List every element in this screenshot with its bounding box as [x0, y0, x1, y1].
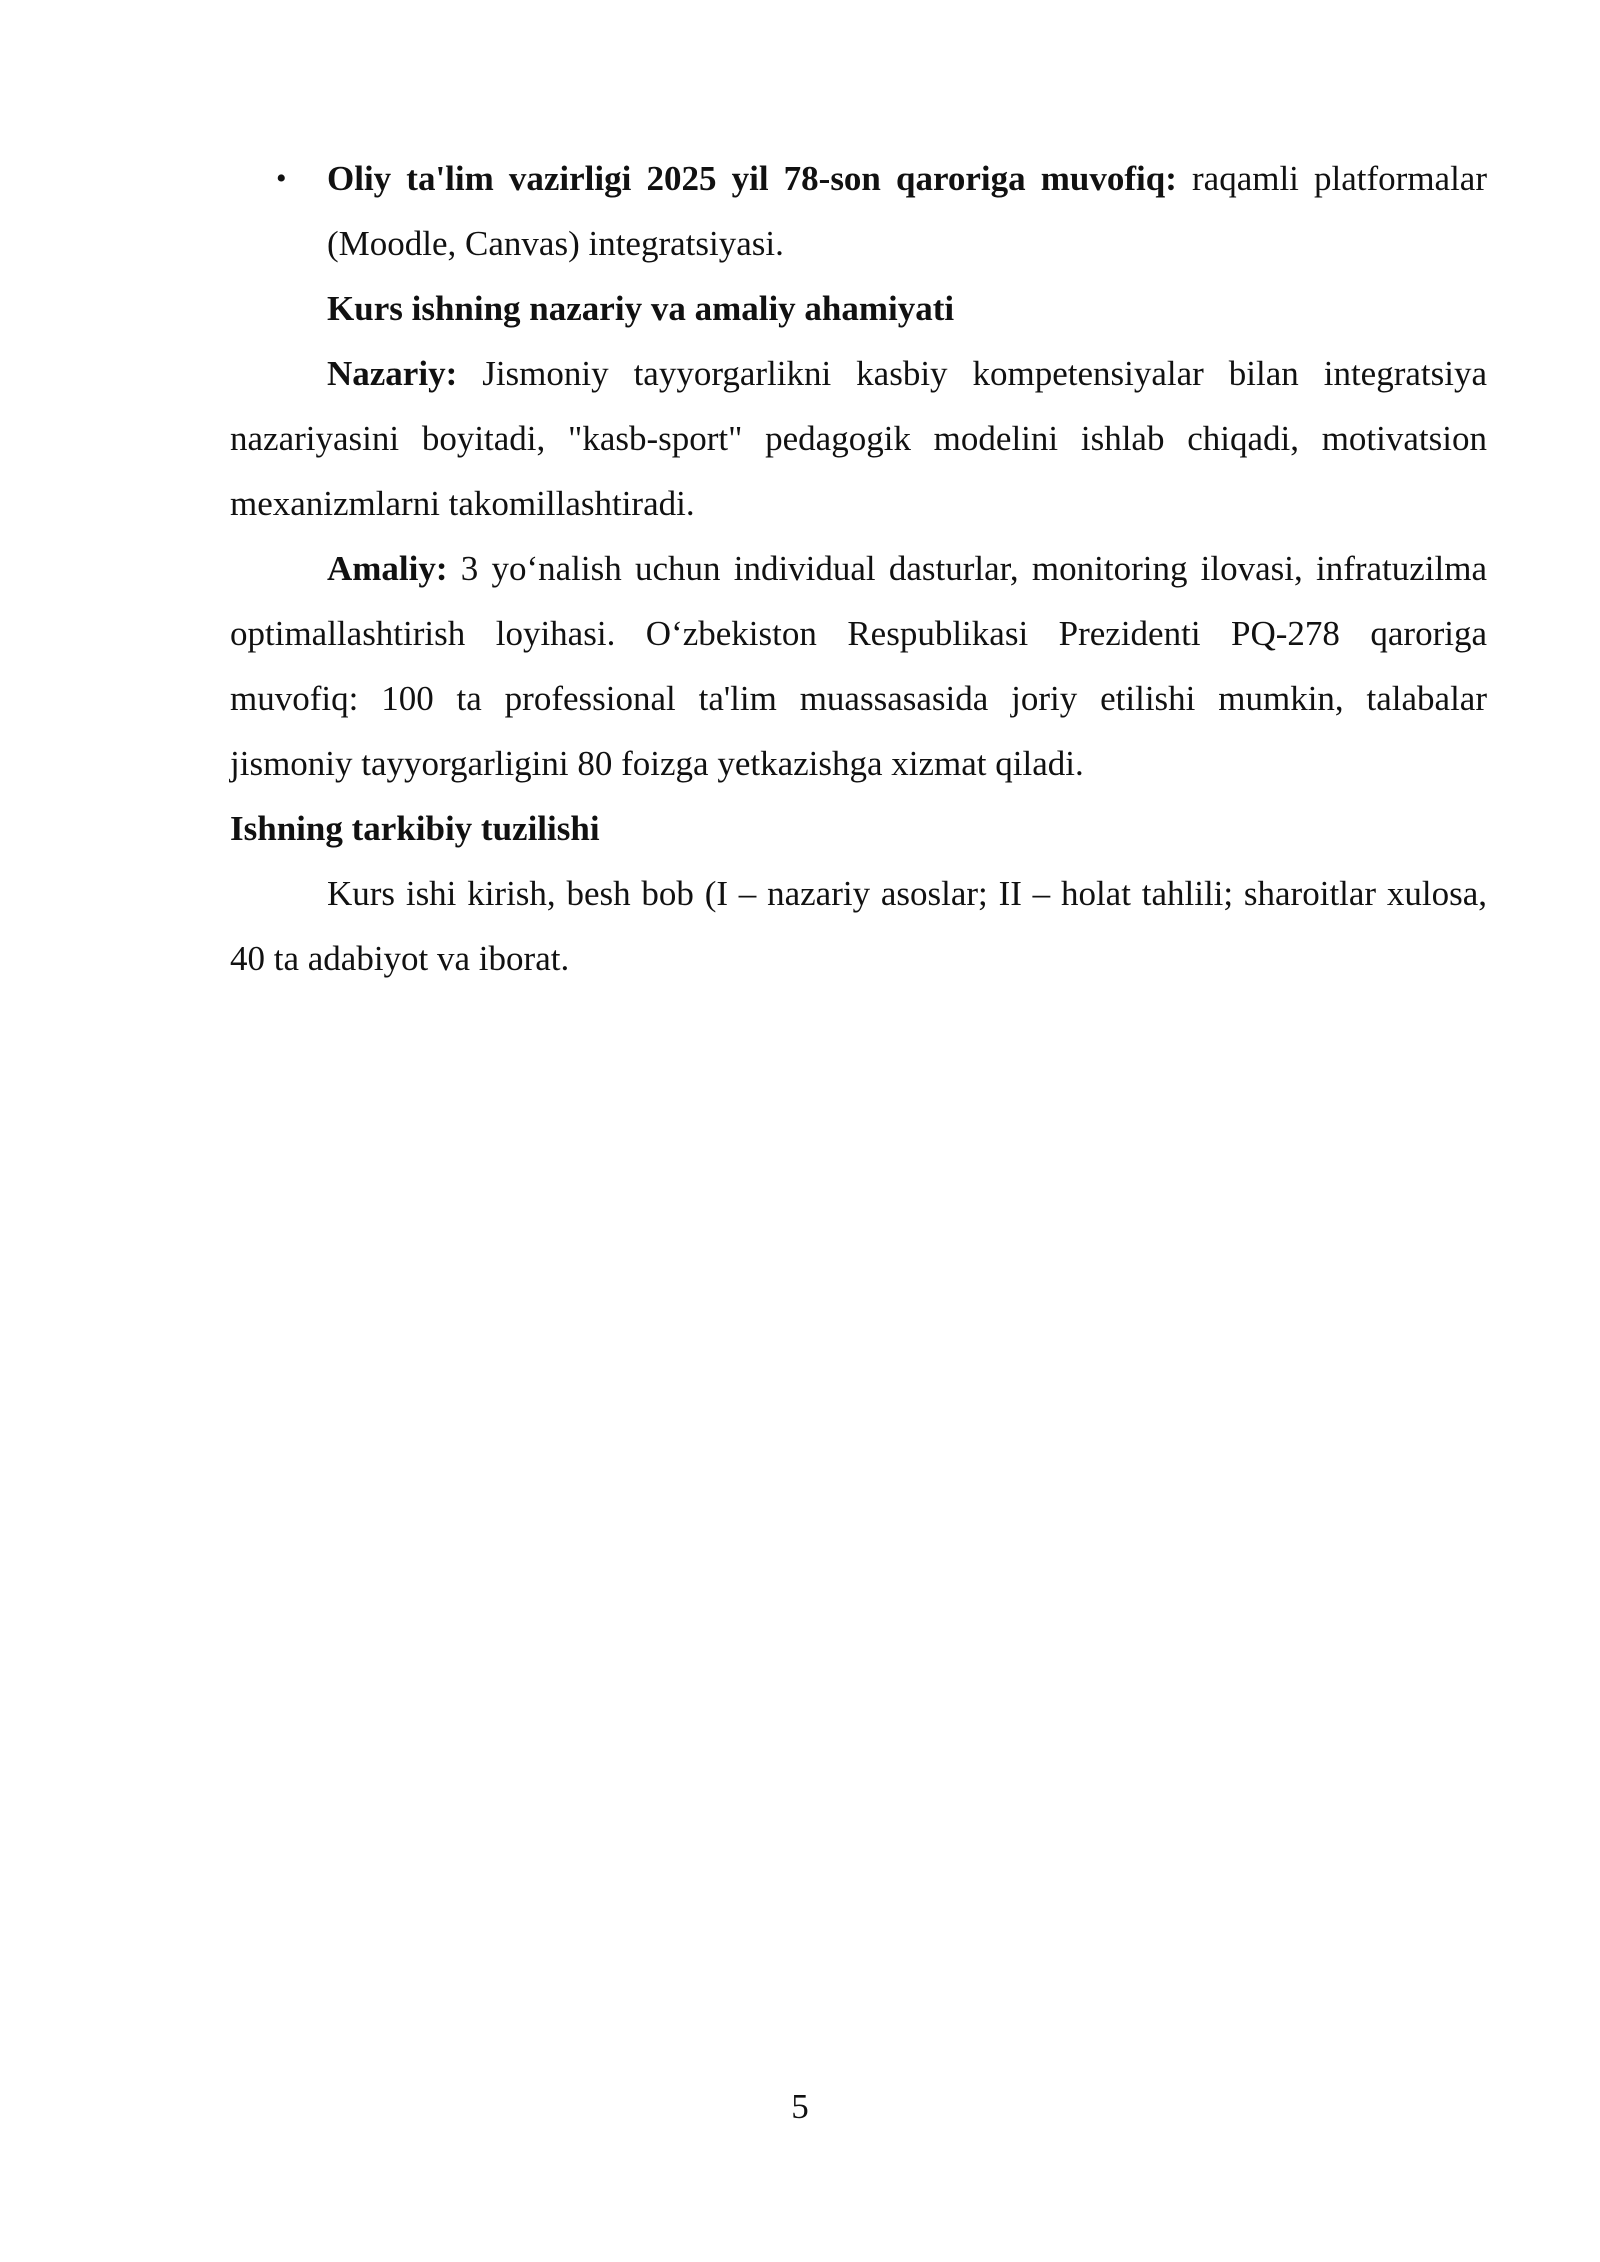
page-body [230, 146, 1487, 991]
bullet-lead: Oliy ta'lim vazirligi 2025 yil 78-son qaroriga muvofiq: [327, 159, 1177, 198]
paragraph-amaliy [230, 536, 1487, 796]
page-number: 5 [791, 2087, 809, 2126]
nazariy-lead: Nazariy: [327, 354, 458, 393]
paragraph-structure [230, 861, 1487, 991]
paragraph-nazariy [230, 341, 1487, 536]
section-heading-significance: Kurs ishning nazariy va amaliy ahamiyati [327, 289, 955, 328]
bullet-marker: • [276, 162, 287, 195]
section-heading-structure: Ishning tarkibiy tuzilishi [230, 809, 600, 848]
nazariy-text: Jismoniy tayyorgarlikni kasbiy kompetensiyalar bilan integratsiya nazariyasini boyitadi, "kasb-sport" pedagogik modelini ishlab chiqadi, motivatsion mexanizmlarni takomillashtiradi. [230, 354, 1487, 523]
bullet-text: raqamli platformalar (Moodle, Canvas) integratsiyasi. [327, 159, 1487, 263]
structure-text: Kurs ishi kirish, besh bob (I – nazariy asoslar; II – holat tahlili; sharoitlar xulosa, 40 ta adabiyot va iborat. [230, 874, 1487, 978]
amaliy-lead: Amaliy: [327, 549, 448, 588]
bullet-item [230, 146, 1487, 276]
amaliy-text: 3 yo‘nalish uchun individual dasturlar, monitoring ilovasi, infratuzilma optimallashtirish loyihasi. O‘zbekiston Respublikasi Prezidenti PQ-278 qaroriga muvofiq: 100 ta professional ta'lim muassasasida joriy etilishi mumkin, talabalar jismoniy tayyorgarligini 80 foizga yetkazishga xizmat qiladi. [230, 549, 1487, 783]
